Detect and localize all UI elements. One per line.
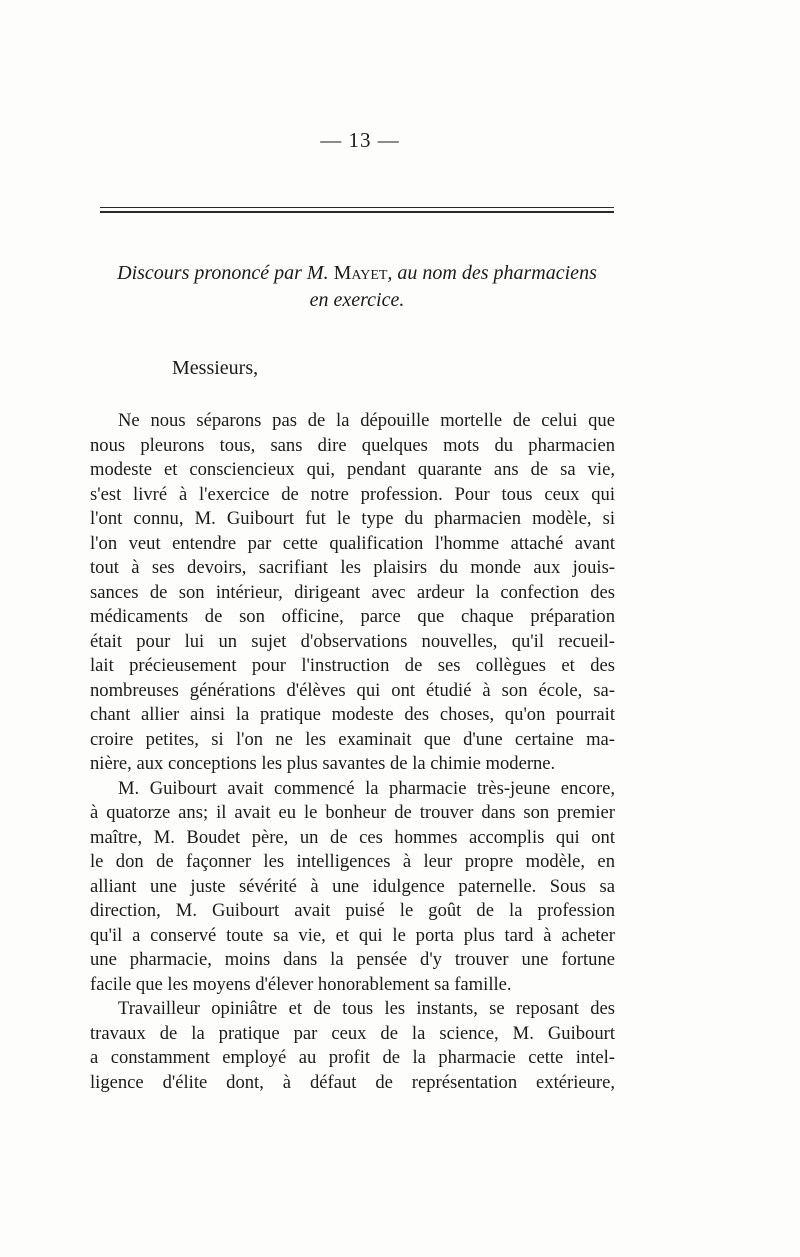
text-line: l'ont connu, M. Guibourt fut le type du pharmacien modèle, si (90, 508, 615, 529)
header-rule-thick (100, 211, 614, 213)
text-line: chant allier ainsi la pratique modeste des choses, qu'on pourrait (90, 704, 615, 725)
text-line: sances de son intérieur, dirigeant avec ardeur la confection des (90, 581, 615, 603)
heading-line-2: en exercice. (309, 289, 405, 311)
text-line: Ne nous séparons pas de la dépouille mortelle de celui que (118, 410, 615, 431)
text-line: ligence d'élite dont, à défaut de représentation extérieure, (90, 1071, 615, 1093)
text-line: nombreuses générations d'élèves qui ont étudié à son école, sa- (90, 679, 615, 701)
text-line: travaux de la pratique par ceux de la science, M. Guibourt (90, 1022, 615, 1044)
text-line: tout à ses devoirs, sacrifiant les plaisirs du monde aux jouis- (90, 557, 615, 578)
text-line: M. Guibourt avait commencé la pharmacie très-jeune encore, (118, 777, 615, 799)
body-text (90, 409, 615, 1095)
text-line: a constamment employé au profit de la pharmacie cette intel- (90, 1047, 615, 1068)
text-line: l'on veut entendre par cette qualification l'homme attaché avant (90, 532, 615, 554)
text-line: s'est livré à l'exercice de notre profession. Pour tous ceux qui (90, 483, 615, 505)
text-line: une pharmacie, moins dans la pensée d'y trouver une fortune (90, 949, 615, 970)
text-line: facile que les moyens d'élever honorablement sa famille. (90, 973, 512, 995)
header-rule-thin (100, 207, 614, 208)
text-line: à quatorze ans; il avait eu le bonheur de trouver dans son premier (90, 802, 615, 823)
text-line: Travailleur opiniâtre et de tous les instants, se reposant des (118, 998, 615, 1019)
text-line: qu'il a conservé toute sa vie, et qui le porta plus tard à acheter (90, 924, 615, 946)
text-line: alliant une juste sévérité à une idulgence paternelle. Sous sa (90, 875, 615, 897)
text-line: était pour lui un sujet d'observations nouvelles, qu'il recueil- (90, 630, 615, 652)
text-line: croire petites, si l'on ne les examinait que d'une certaine ma- (90, 728, 615, 750)
text-line: nous pleurons tous, sans dire quelques mots du pharmacien (90, 434, 615, 456)
text-line: modeste et consciencieux qui, pendant quarante ans de sa vie, (90, 459, 615, 480)
heading-suffix: , au nom des pharmaciens (387, 262, 597, 284)
text-line: maître, M. Boudet père, un de ces hommes accomplis qui ont (90, 826, 615, 848)
text-line: médicaments de son officine, parce que chaque préparation (90, 606, 615, 627)
salutation: Messieurs, (172, 357, 259, 379)
text-line: le don de façonner les intelligences à leur propre modèle, en (90, 851, 615, 872)
heading-prefix: Discours prononcé par M. (117, 262, 334, 284)
text-line: lait précieusement pour l'instruction de ses collègues et des (90, 655, 615, 676)
text-line: nière, aux conceptions les plus savantes de la chimie moderne. (90, 753, 556, 774)
text-line: direction, M. Guibourt avait puisé le goût de la profession (90, 900, 615, 921)
heading-speaker-name: Mayet (333, 262, 388, 284)
speech-heading (100, 260, 614, 314)
page-number: — 13 — (320, 128, 400, 152)
